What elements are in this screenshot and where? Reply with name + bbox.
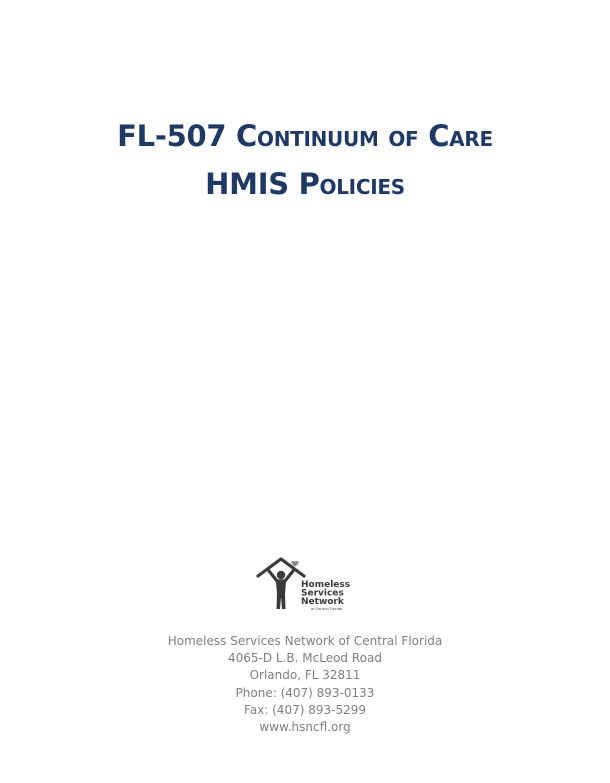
document-title bbox=[0, 112, 610, 208]
phone-number: Phone: (407) 893-0133 bbox=[235, 685, 375, 700]
logo-line-4: of Central Florida bbox=[311, 607, 343, 611]
logo-line-3: Network bbox=[301, 597, 344, 607]
organization-name: Homeless Services Network of Central Florida bbox=[167, 634, 443, 648]
logo-line-1: Homeless bbox=[301, 580, 351, 590]
title-line-2: HMIS Policies bbox=[205, 167, 405, 201]
house-person-icon bbox=[255, 556, 355, 614]
fax-number: Fax: (407) 893-5299 bbox=[244, 702, 366, 717]
street-address: 4065-D L.B. McLeod Road bbox=[228, 651, 382, 666]
title-line-1: FL-507 Continuum of Care bbox=[117, 119, 493, 153]
organization-logo bbox=[255, 556, 355, 614]
website-link[interactable]: www.hsncfl.org bbox=[259, 720, 351, 735]
city-state-zip: Orlando, FL 32811 bbox=[249, 668, 361, 683]
logo-line-2: Services bbox=[301, 588, 344, 599]
contact-block bbox=[0, 633, 610, 736]
